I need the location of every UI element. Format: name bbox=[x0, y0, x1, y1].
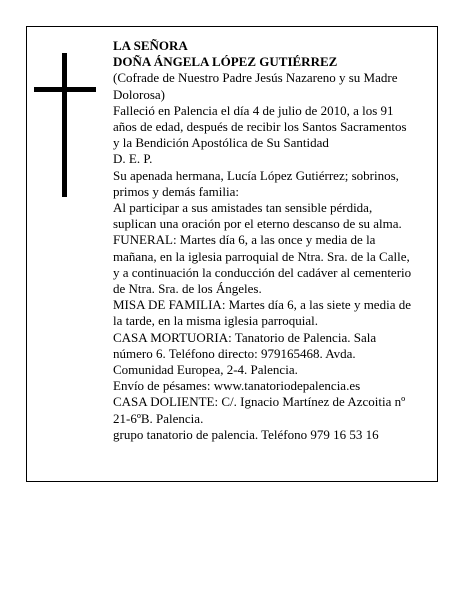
cross-vertical-bar bbox=[62, 53, 67, 197]
condolences: Envío de pésames: www.tanatoriodepalencia.es bbox=[113, 378, 361, 394]
affiliation: (Cofrade de Nuestro Padre Jesús Nazareno y su Madre Dolorosa) bbox=[113, 70, 398, 102]
funeral-details: FUNERAL: Martes día 6, a las once y media de la mañana, en la iglesia parroquial de Ntra. Sra. de la Calle, y a continuación la conducción del cadáver al cementerio de Ntra. Sra. de los Ángeles. bbox=[113, 232, 412, 297]
grieving-home: CASA DOLIENTE: C/. Ignacio Martínez de Azcoitia nº 21-6ºB. Palencia. bbox=[113, 394, 406, 426]
family-mass: MISA DE FAMILIA: Martes día 6, a las siete y media de la tarde, en la misma iglesia parroquial. bbox=[113, 297, 411, 329]
deceased-name: DOÑA ÁNGELA LÓPEZ GUTIÉRREZ bbox=[113, 54, 338, 70]
cross-icon bbox=[34, 53, 96, 197]
prayer-request: Al participar a sus amistades tan sensible pérdida, suplican una oración por el eterno descanso de su alma. bbox=[113, 200, 402, 232]
honorific: LA SEÑORA bbox=[113, 38, 188, 53]
funeral-group: grupo tanatorio de palencia. Teléfono 979 16 53 16 bbox=[113, 426, 379, 442]
obituary-text bbox=[113, 38, 413, 443]
mortuary-details: CASA MORTUORIA: Tanatorio de Palencia. Sala número 6. Teléfono directo: 979165468. Avda. Comunidad Europea, 2-4. Palencia. bbox=[113, 329, 377, 378]
rip: D. E. P. bbox=[113, 151, 153, 167]
family: Su apenada hermana, Lucía López Gutiérrez; sobrinos, primos y demás familia: bbox=[113, 167, 399, 199]
cross-horizontal-bar bbox=[34, 87, 96, 92]
death-statement: Falleció en Palencia el día 4 de julio de 2010, a los 91 años de edad, después de recibir los Santos Sacramentos y la Bendición Apostólica de Su Santidad bbox=[113, 102, 407, 151]
